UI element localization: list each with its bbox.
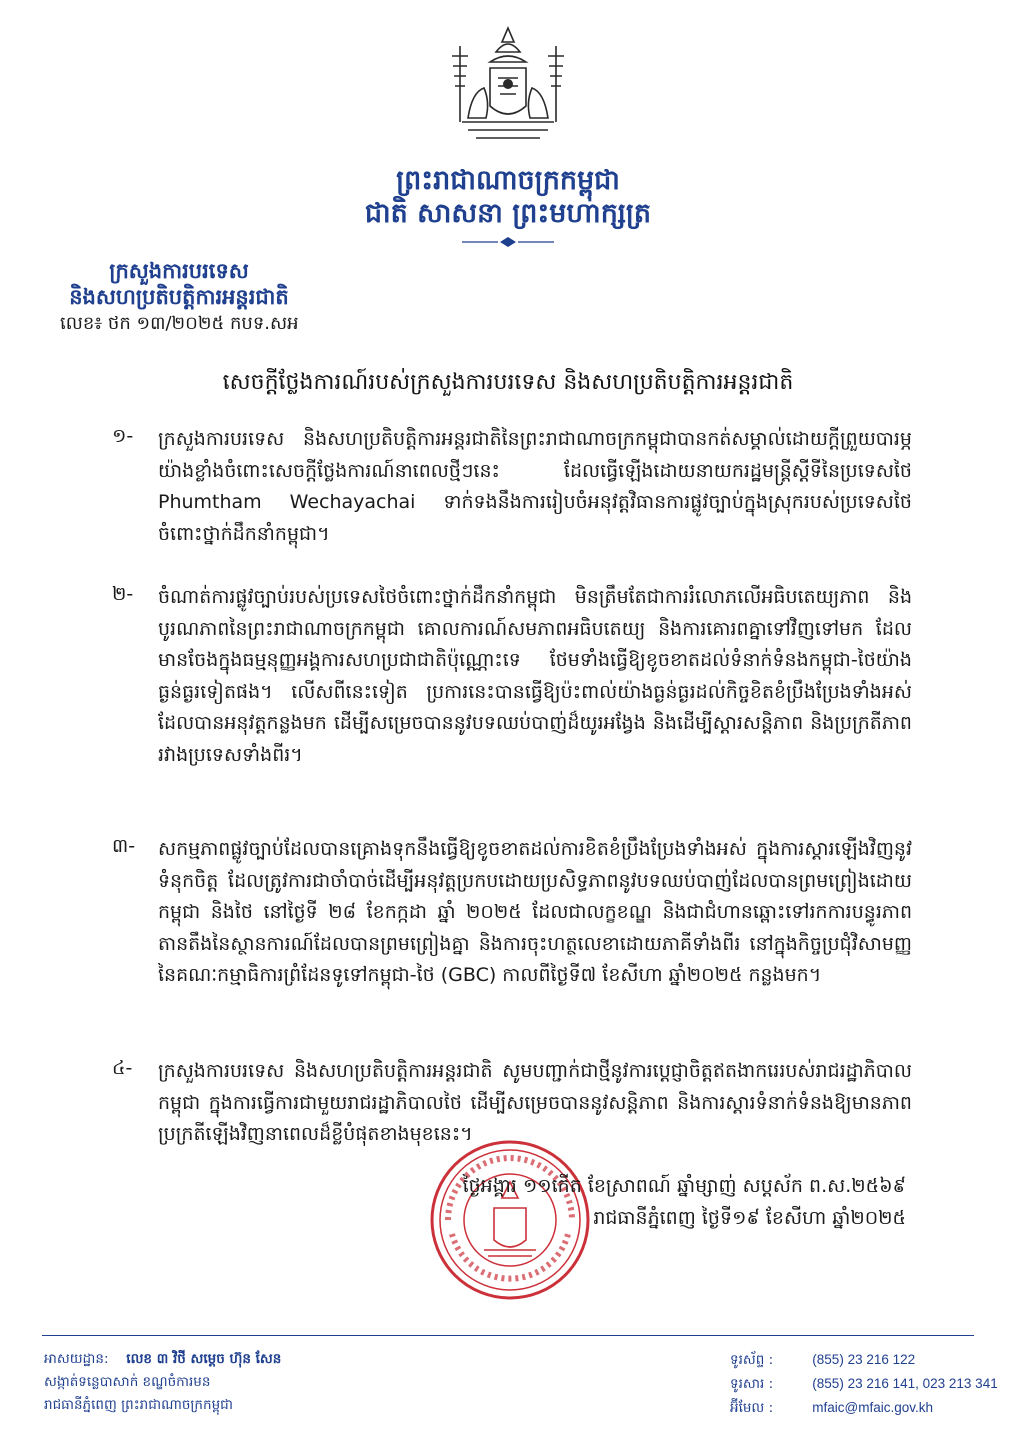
national-motto: ជាតិ សាសនា ព្រះមហាក្សត្រ <box>364 198 652 229</box>
paragraph-number: ២- <box>112 583 134 605</box>
royal-arms-of-cambodia-icon <box>438 22 578 152</box>
address-label: អាសយដ្ឋាន: <box>44 1351 109 1367</box>
phone-number: (855) 23 216 122 <box>812 1352 916 1367</box>
address-line-1: លេខ ៣ វិថី សម្តេច ហ៊ុន សែន <box>126 1351 282 1367</box>
date-lunar: ថ្ងៃអង្គារ ១១កើត ខែស្រាពណ៍ ឆ្នាំម្សាញ់ សប្តស័ក ព.ស.២៥៦៩ <box>462 1175 906 1197</box>
email-link[interactable]: mfaic@mfaic.gov.kh <box>812 1400 934 1415</box>
paragraph-number: ១- <box>112 425 134 447</box>
ministry-name-line2: និងសហប្រតិបត្តិការអន្តរជាតិ <box>69 284 289 309</box>
email-label: អ៊ីមែល : <box>730 1400 774 1416</box>
ministry-red-seal-icon <box>428 1138 592 1302</box>
fax-number: (855) 23 216 141, 023 213 341 <box>812 1376 998 1391</box>
paragraph-4 <box>112 1056 912 1151</box>
paragraph-number: ៤- <box>112 1057 133 1079</box>
footer-contact <box>730 1348 998 1420</box>
paragraph-text: ចំណាត់ការផ្លូវច្បាប់របស់ប្រទេសថៃចំពោះថ្នាក់ដឹកនាំកម្ពុជា មិនត្រឹមតែជាការរំលោភលើអធិបតេយ្យភាព និងបូរណភាពនៃព្រះរាជាណាចក្រកម្ពុជា គោលការណ៍សមភាពអធិបតេយ្យ និងការគោរពគ្នាទៅវិញទៅមក ដែលមានចែងក្នុងធម្មនុញ្ញអង្គការសហប្រជាជាតិប៉ុណ្ណោះទេ ថែមទាំងធ្វើឱ្យខូចខាតដល់ទំនាក់ទំនងកម្ពុជា-ថៃយ៉ាងធ្ងន់ធ្ងរទៀតផង។ លើសពីនេះទៀត ប្រការនេះបានធ្វើឱ្យប៉ះពាល់យ៉ាងធ្ងន់ធ្ងរដល់កិច្ចខិតខំប្រឹងប្រែងទាំងអស់ដែលបានអនុវត្តកន្លងមក ដើម្បីសម្រេចបាននូវបទឈប់បាញ់ដ៏យូរអង្វែង និងដើម្បីស្តារសន្តិភាព និងប្រក្រតីភាពរវាងប្រទេសទាំងពីរ។ <box>158 586 912 766</box>
address-line-3: រាជធានីភ្នំពេញ ព្រះរាជាណាចក្រកម្ពុជា <box>44 1397 233 1413</box>
paragraph-3 <box>112 834 912 992</box>
phone-label: ទូរស័ព្ទ : <box>730 1352 774 1368</box>
paragraph-number: ៣- <box>112 835 136 857</box>
paragraph-text: ក្រសួងការបរទេស និងសហប្រតិបត្តិការអន្តរជាតិនៃព្រះរាជាណាចក្រកម្ពុជាបានកត់សម្គាល់ដោយក្តីព្រួយបារម្ភយ៉ាងខ្លាំងចំពោះសេចក្តីថ្លែងការណ៍នាពេលថ្មីៗនេះ ដែលធ្វើឡើងដោយនាយករដ្ឋមន្រ្តីស្តីទីនៃប្រទេសថៃ Phumtham Wechayachai ទាក់ទងនឹងការរៀបចំអនុវត្តវិធានការផ្លូវច្បាប់ក្នុងស្រុករបស់ប្រទេសថៃចំពោះថ្នាក់ដឹកនាំកម្ពុជា។ <box>158 428 912 545</box>
document-title: សេចក្តីថ្លែងការណ៍របស់ក្រសួងការបរទេស និងសហប្រតិបត្តិការអន្តរជាតិ <box>222 370 794 395</box>
footer-address <box>44 1348 281 1417</box>
paragraph-2 <box>112 582 912 771</box>
ministry-name-line1: ក្រសួងការបរទេស <box>109 258 249 283</box>
paragraph-1 <box>112 424 912 550</box>
paragraph-text: ក្រសួងការបរទេស និងសហប្រតិបត្តិការអន្តរជាតិ សូមបញ្ជាក់ជាថ្មីនូវការប្តេជ្ញាចិត្តឥតងាករេរបស់រាជរដ្ឋាភិបាលកម្ពុជា ក្នុងការធ្វើការជាមួយរាជរដ្ឋាភិបាលថៃ ដើម្បីសម្រេចបាននូវសន្តិភាព និងការស្តារទំនាក់ទំនងឱ្យមានភាពប្រក្រតីឡើងវិញនាពេលដ៏ខ្លីបំផុតខាងមុខនេះ។ <box>158 1060 912 1145</box>
date-solar: រាជធានីភ្នំពេញ ថ្ងៃទី១៩ ខែសីហា ឆ្នាំ២០២៥ <box>593 1207 906 1229</box>
ornament-divider-icon <box>460 236 556 248</box>
footer-divider <box>42 1335 974 1336</box>
kingdom-name: ព្រះរាជាណាចក្រកម្ពុជា <box>396 165 620 196</box>
address-line-2: សង្កាត់ទន្លេបាសាក់ ខណ្ឌចំការមន <box>44 1374 211 1390</box>
paragraph-text: សកម្មភាពផ្លូវច្បាប់ដែលបានគ្រោងទុកនឹងធ្វើឱ្យខូចខាតដល់ការខិតខំប្រឹងប្រែងទាំងអស់ ក្នុងការស្តារឡើងវិញនូវទំនុកចិត្ត ដែលត្រូវការជាចាំបាច់ដើម្បីអនុវត្តប្រកបដោយប្រសិទ្ធភាពនូវបទឈប់បាញ់ដែលបានព្រមព្រៀងដោយកម្ពុជា និងថៃ នៅថ្ងៃទី ២៨ ខែកក្កដា ឆ្នាំ ២០២៥ ដែលជាលក្ខខណ្ឌ និងជាជំហានឆ្ពោះទៅរកការបន្ធូរភាពតានតឹងនៃស្ថានការណ៍ដែលបានព្រមព្រៀងគ្នា និងការចុះហត្ថលេខាដោយភាគីទាំងពីរ នៅក្នុងកិច្ចប្រជុំវិសាមញ្ញនៃគណៈកម្មាធិការព្រំដែនទូទៅកម្ពុជា-ថៃ (GBC) កាលពីថ្ងៃទី៧ ខែសីហា ឆ្នាំ២០២៥ កន្លងមក។ <box>158 838 912 986</box>
fax-label: ទូរសារ : <box>730 1376 774 1392</box>
reference-number: លេខ៖ ថក ១៣/២០២៥ កបទ.សអ <box>60 313 299 334</box>
